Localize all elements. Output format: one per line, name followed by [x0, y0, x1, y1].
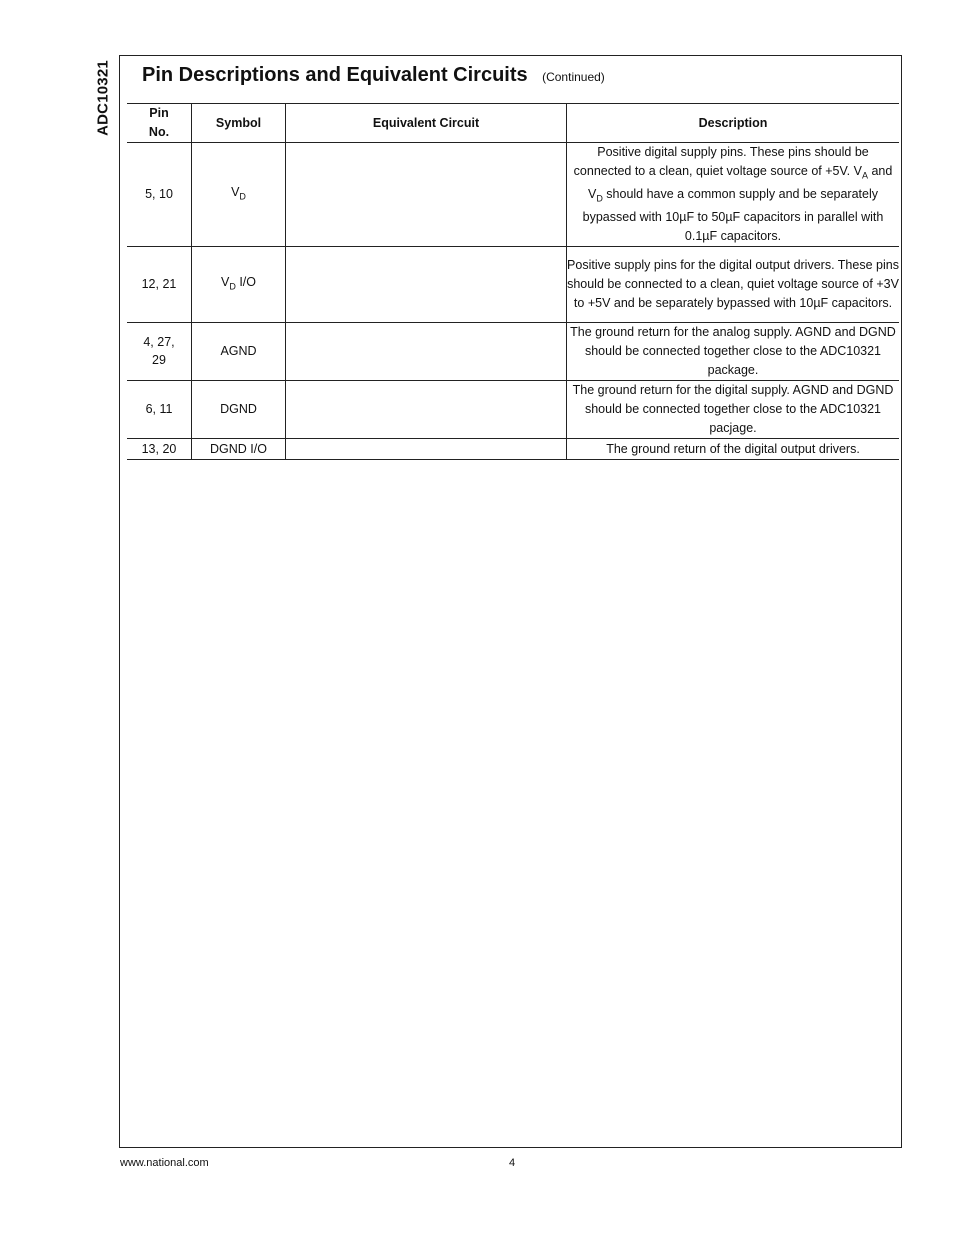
pin-cell: 5, 10: [127, 143, 192, 247]
header-pin-no: [127, 104, 192, 143]
circuit-cell: [286, 143, 567, 247]
symbol-cell: [192, 246, 286, 322]
description-part: should have a common supply and be separately bypassed with 10µF to 50µF capacitors in parallel with 0.1µF capacitors.: [582, 187, 884, 244]
footer-website: www.national.com: [120, 1157, 209, 1169]
pin-description-table: [127, 103, 899, 460]
symbol-main: V: [231, 184, 240, 199]
side-part-number: [92, 58, 114, 138]
pin-cell: 12, 21: [127, 246, 192, 322]
symbol-cell: AGND: [192, 322, 286, 380]
pin-line2: 29: [152, 353, 166, 368]
circuit-cell: [286, 322, 567, 380]
description-cell: Positive supply pins for the digital output drivers. These pins should be connected to a clean, quiet voltage source of +3V to +5V and be separately bypassed with 10µF capacitors.: [567, 246, 900, 322]
description-subscript: A: [861, 170, 868, 181]
symbol-main: V: [221, 274, 230, 289]
circuit-cell: [286, 246, 567, 322]
description-cell: The ground return of the digital output drivers.: [567, 438, 900, 459]
header-pin-line1: Pin: [149, 106, 169, 121]
side-part-number-text: ADC10321: [94, 60, 112, 136]
description-cell: [567, 143, 900, 247]
symbol-cell: DGND: [192, 380, 286, 438]
pin-cell: 6, 11: [127, 380, 192, 438]
table-row: [127, 380, 899, 438]
header-pin-line2: No.: [148, 125, 170, 139]
header-symbol: Symbol: [192, 104, 286, 143]
table-header-row: [127, 104, 899, 143]
symbol-cell: [192, 143, 286, 247]
symbol-cell: DGND I/O: [192, 438, 286, 459]
description-part: and V: [587, 163, 893, 202]
table-row: [127, 322, 899, 380]
continued-label: (Continued): [542, 70, 605, 84]
section-title: Pin Descriptions and Equivalent Circuits: [142, 64, 528, 86]
description-cell: The ground return for the digital supply. AGND and DGND should be connected together close to the ADC10321 pacjage.: [567, 380, 900, 438]
section-heading: [142, 64, 605, 87]
description-part: Positive digital supply pins. These pins should be connected to a clean, quiet voltage source of +5V. V: [573, 145, 869, 178]
description-cell: The ground return for the analog supply. AGND and DGND should be connected together close to the ADC10321 package.: [567, 322, 900, 380]
symbol-suffix: I/O: [235, 274, 256, 289]
circuit-cell: [286, 380, 567, 438]
description-subscript: D: [596, 193, 603, 204]
pin-cell: 13, 20: [127, 438, 192, 459]
footer-page-number: 4: [509, 1157, 516, 1169]
symbol-subscript: D: [229, 281, 236, 292]
table-row: [127, 246, 899, 322]
pin-cell: [127, 322, 192, 380]
header-description: Description: [567, 104, 900, 143]
content-frame: [119, 55, 902, 1148]
pin-line1: 4, 27,: [143, 334, 175, 349]
table-row: [127, 438, 899, 459]
header-equivalent-circuit: Equivalent Circuit: [286, 104, 567, 143]
table-row: [127, 143, 899, 247]
circuit-cell: [286, 438, 567, 459]
symbol-subscript: D: [239, 191, 246, 202]
